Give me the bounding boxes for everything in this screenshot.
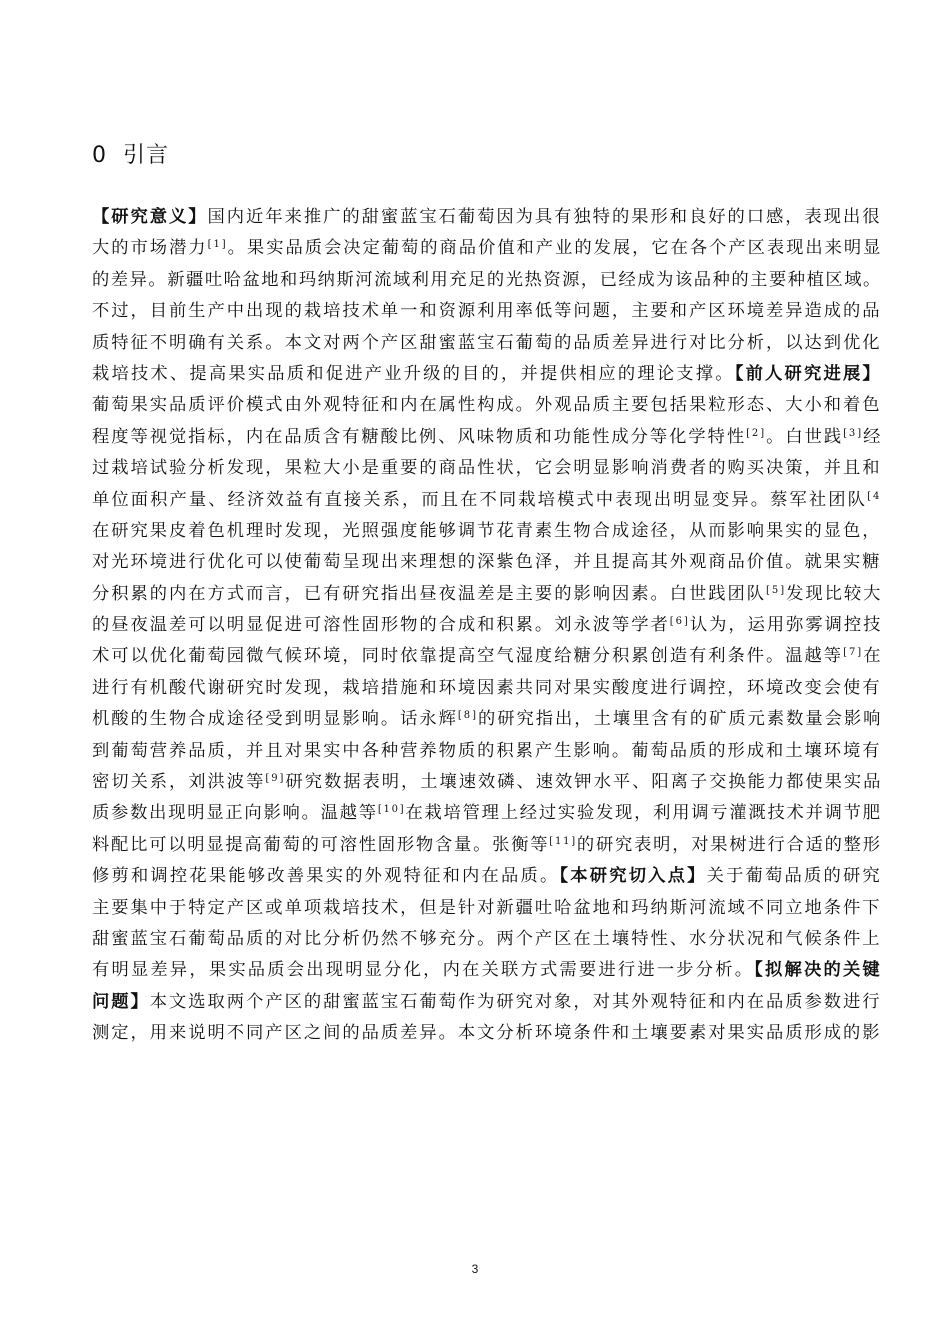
text-line: [92, 390, 882, 421]
text-line: [92, 1018, 882, 1049]
text-line: [92, 704, 882, 735]
text-line: [92, 987, 882, 1018]
section-title: 引言: [123, 143, 170, 168]
citation-ref: [7]: [843, 647, 864, 659]
text-run: 过栽培试验分析发现，果粒大小是重要的商品性状，它会明显影响消费者的购买决策，并且和: [92, 458, 882, 479]
text-run: 不过，目前生产中出现的栽培技术单一和资源利用率低等问题，主要和产区环境差异造成的品: [92, 301, 882, 322]
text-run: 栽培技术、提高果实品质和促进产业升级的目的，并提供相应的理论支撑。: [92, 363, 735, 384]
text-line: [92, 955, 882, 986]
text-line: [92, 516, 882, 547]
text-run: 质参数出现明显正向影响。温越等: [92, 803, 378, 824]
text-line: [92, 359, 882, 390]
text-run: 的差异。新疆吐哈盆地和玛纳斯河流域利用充足的光热资源，已经成为该品种的主要种植区域。: [92, 269, 882, 290]
text-run: 机酸的生物合成途径受到明显影响。话永辉: [92, 709, 458, 730]
citation-ref: [4: [867, 490, 882, 502]
section-marker: 【拟解决的关键: [754, 960, 882, 981]
page-number: 3: [471, 1262, 479, 1276]
text-run: 密切关系，刘洪波等: [92, 772, 266, 793]
text-line: [92, 265, 882, 296]
text-line: [92, 453, 882, 484]
section-number: 0: [92, 143, 107, 168]
text-run: 质特征不明确有关系。本文对两个产区甜蜜蓝宝石葡萄的品质差异进行对比分析，以达到优化: [92, 332, 882, 353]
citation-ref: [9]: [265, 773, 286, 785]
text-line: [92, 202, 882, 233]
citation-ref: [6]: [669, 616, 690, 628]
section-heading: [92, 138, 169, 169]
text-run: 甜蜜蓝宝石葡萄品质的对比分析仍然不够充分。两个产区在土壤特性、水分状况和气候条件上: [92, 928, 882, 949]
citation-ref: [5]: [766, 584, 787, 596]
citation-ref: [3]: [843, 427, 864, 439]
text-line: [92, 547, 882, 578]
citation-ref: [11]: [549, 835, 577, 847]
text-run: 认为，运用弥雾调控技: [689, 615, 882, 636]
text-line: [92, 422, 882, 453]
text-run: 术可以优化葡萄园微气候环境，同时依靠提高空气湿度给糖分积累创造有利条件。温越等: [92, 646, 844, 667]
text-run: 对光环境进行优化可以使葡萄呈现出来理想的深紫色泽，并且提高其外观商品价值。就果实糖: [92, 552, 882, 573]
text-line: [92, 610, 882, 641]
text-run: 修剪和调控花果能够改善果实的外观特征和内在品质。: [92, 866, 560, 887]
text-run: 的昼夜温差可以明显促进可溶性固形物的合成和积累。刘永波等学者: [92, 615, 670, 636]
text-run: 在: [863, 646, 882, 667]
citation-ref: [10]: [377, 804, 406, 816]
text-line: [92, 579, 882, 610]
text-run: 单位面积产量、经济效益有直接关系，而且在不同栽培模式中表现出明显变异。蔡军社团队: [92, 489, 868, 510]
text-run: 测定，用来说明不同产区之间的品质差异。本文分析环境条件和土壤要素对果实品质形成的影: [92, 1023, 882, 1044]
text-run: 研究数据表明，土壤速效磷、速效钾水平、阳离子交换能力都使果实品: [285, 772, 882, 793]
section-marker: 【前人研究进展】: [734, 363, 882, 384]
text-run: 大的市场潜力: [92, 238, 208, 259]
citation-ref: [8]: [457, 710, 479, 722]
text-line: [92, 798, 882, 829]
text-run: 在栽培管理上经过实验发现，利用调亏灌溉技术并调节肥: [405, 803, 882, 824]
text-line: [92, 767, 882, 798]
text-line: [92, 924, 882, 955]
citation-ref: [1]: [207, 239, 228, 251]
text-run: 到葡萄营养品质，并且对果实中各种营养物质的积累产生影响。葡萄品质的形成和土壤环境有: [92, 740, 882, 761]
text-run: 的研究表明，对果树进行合适的整形: [576, 834, 882, 855]
text-line: [92, 861, 882, 892]
text-line: [92, 485, 882, 516]
introduction-paragraph: [92, 202, 882, 1050]
text-line: [92, 830, 882, 861]
text-line: [92, 641, 882, 672]
text-run: 关于葡萄品质的研究: [706, 866, 882, 887]
text-run: 葡萄果实品质评价模式由外观特征和内在属性构成。外观品质主要包括果粒形态、大小和着色: [92, 395, 882, 416]
text-run: 的研究指出，土壤里含有的矿质元素数量会影响: [478, 709, 882, 730]
text-run: 料配比可以明显提高葡萄的可溶性固形物含量。张衡等: [92, 834, 550, 855]
text-line: [92, 296, 882, 327]
text-run: 主要集中于特定产区或单项栽培技术，但是针对新疆吐哈盆地和玛纳斯河流域不同立地条件下: [92, 897, 882, 918]
text-run: 。果实品质会决定葡萄的商品价值和产业的发展，它在各个产区表现出来明显: [227, 238, 882, 259]
text-run: 本文选取两个产区的甜蜜蓝宝石葡萄作为研究对象，对其外观特征和内在品质参数进行: [149, 991, 882, 1012]
text-run: 。白世践: [766, 426, 844, 447]
citation-ref: [2]: [746, 427, 767, 439]
text-line: [92, 893, 882, 924]
text-run: 进行有机酸代谢研究时发现，栽培措施和环境因素共同对果实酸度进行调控，环境改变会使有: [92, 677, 882, 698]
text-run: 有明显差异，果实品质会出现明显分化，内在关联方式需要进行进一步分析。: [92, 960, 755, 981]
text-run: 国内近年来推广的甜蜜蓝宝石葡萄因为具有独特的果形和良好的口感，表现出很: [207, 207, 882, 227]
section-marker: 【本研究切入点】: [559, 866, 707, 887]
text-run: 程度等视觉指标，内在品质含有糖酸比例、风味物质和功能性成分等化学特性: [92, 426, 747, 447]
section-marker: 【研究意义】: [92, 207, 208, 227]
text-line: [92, 328, 882, 359]
section-marker: 问题】: [92, 991, 150, 1012]
text-line: [92, 673, 882, 704]
text-run: 发现比较大: [786, 583, 882, 604]
text-run: 分积累的内在方式而言，已有研究指出昼夜温差是主要的影响因素。白世践团队: [92, 583, 767, 604]
text-line: [92, 233, 882, 264]
text-line: [92, 736, 882, 767]
text-run: 在研究果皮着色机理时发现，光照强度能够调节花青素生物合成途径，从而影响果实的显色，: [92, 520, 882, 541]
text-run: 经: [863, 426, 882, 447]
